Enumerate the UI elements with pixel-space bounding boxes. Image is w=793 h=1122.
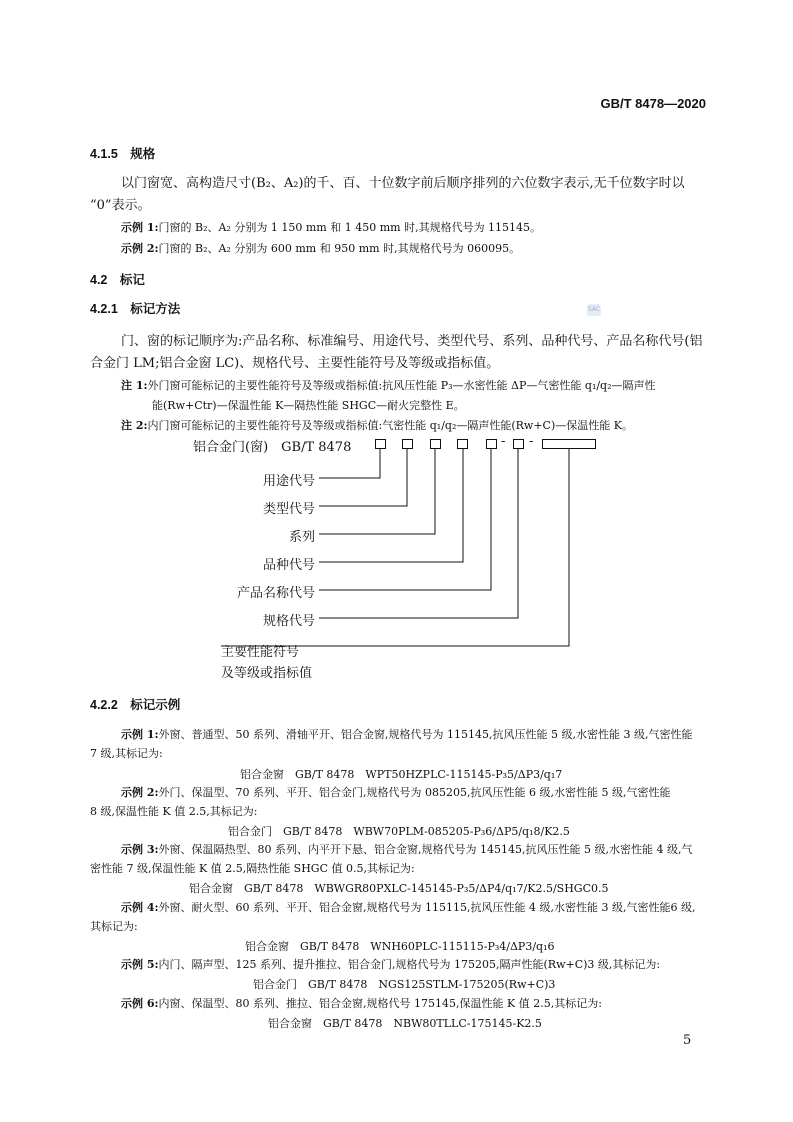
example-mark: 铝合金窗 GB/T 8478 WNH60PLC-115115-P₃4/ΔP3/q₁6	[245, 940, 555, 953]
example-mark: 铝合金门 GB/T 8478 NGS125STLM-175205(Rw+C)3	[253, 978, 556, 991]
paragraph-line: “0”表示。	[90, 198, 151, 213]
size-code-label: 规格代号	[263, 614, 316, 629]
variety-code-label: 品种代号	[263, 558, 316, 573]
watermark-logo: SAC	[587, 304, 601, 316]
example-label: 示例 3:	[121, 843, 159, 856]
example-mark: 铝合金窗 GB/T 8478 WPT50HZPLC-115145-P₃5/ΔP3/q₁7	[240, 768, 563, 781]
type-code-label: 类型代号	[263, 502, 316, 517]
paragraph-line: 门、窗的标记顺序为:产品名称、标准编号、用途代号、类型代号、系列、品种代号、产品名称代号(铝	[121, 334, 703, 349]
note-text: 内门窗可能标记的主要性能符号及等级或指标值:气密性能 q₁/q₂—隔声性能(Rw+C)—保温性能 K。	[147, 419, 633, 432]
note-line: 能(Rw+Ctr)—保温性能 K—隔热性能 SHGC—耐火完整性 E。	[152, 399, 465, 412]
leader-line	[319, 449, 380, 478]
leader-line	[319, 449, 435, 534]
example-text: 外窗、耐火型、60 系列、平开、铝合金窗,规格代号为 115115,抗风压性能 4 级,水密性能 3 级,气密性能6 级,	[158, 901, 696, 914]
example-line	[121, 899, 696, 915]
example-label: 示例 2:	[121, 786, 159, 799]
series-label: 系列	[289, 530, 316, 545]
example-line: 密性能 7 级,保温性能 K 值 2.5,隔热性能 SHGC 值 0.5,其标记为:	[90, 862, 415, 875]
section-heading-4-2: 4.2 标记	[90, 273, 145, 287]
example-line	[121, 784, 671, 800]
dash-separator: -	[529, 434, 534, 449]
example-label: 示例 6:	[121, 997, 159, 1010]
paragraph-line: 以门窗宽、高构造尺寸(B₂、A₂)的千、百、十位数字前后顺序排列的六位数字表示,无千位数字时以	[121, 176, 685, 191]
example-line	[121, 995, 602, 1011]
example-text: 内窗、保温型、80 系列、推拉、铝合金窗,规格代号 175145,保温性能 K 值 2.5,其标记为:	[158, 997, 602, 1010]
example-text: 门窗的 B₂、A₂ 分别为 1 150 mm 和 1 450 mm 时,其规格代号为 115145。	[158, 221, 542, 234]
example-label: 示例 5:	[121, 958, 159, 971]
example-line	[121, 726, 693, 742]
example-text: 外窗、普通型、50 系列、滑轴平开、铝合金窗,规格代号为 115145,抗风压性能 5 级,水密性能 3 级,气密性能	[158, 728, 693, 741]
paragraph-line: 合金门 LM;铝合金窗 LC)、规格代号、主要性能符号及等级或指标值。	[90, 356, 500, 371]
section-heading-4-2-1: 4.2.1 标记方法	[90, 302, 181, 316]
example-line: 其标记为:	[90, 920, 138, 933]
example-mark: 铝合金窗 GB/T 8478 WBWGR80PXLC-145145-P₃5/ΔP4/q₁7/K2.5/SHGC0.5	[189, 882, 609, 895]
product-name-code-label: 产品名称代号	[237, 586, 316, 601]
example-line	[121, 956, 660, 972]
example-line	[121, 841, 693, 857]
example-text: 门窗的 B₂、A₂ 分别为 600 mm 和 950 mm 时,其规格代号为 060095。	[158, 242, 521, 255]
page-number: 5	[683, 1033, 692, 1048]
dash-separator: -	[501, 434, 506, 449]
note-label: 注 1:	[121, 379, 148, 392]
section-heading-4-1-5: 4.1.5 规格	[90, 147, 156, 161]
section-heading-4-2-2: 4.2.2 标记示例	[90, 698, 181, 712]
example-text: 外门、保温型、70 系列、平开、铝合金门,规格代号为 085205,抗风压性能 6 级,水密性能 5 级,气密性能	[158, 786, 671, 799]
example-text: 内门、隔声型、125 系列、提升推拉、铝合金门,规格代号为 175205,隔声性能(Rw+C)3 级,其标记为:	[158, 958, 661, 971]
example-text: 外窗、保温隔热型、80 系列、内平开下悬、铝合金窗,规格代号为 145145,抗风压性能 5 级,水密性能 4 级,气	[158, 843, 693, 856]
note-label: 注 2:	[121, 419, 148, 432]
example-label: 示例 2:	[121, 242, 159, 255]
example-mark: 铝合金窗 GB/T 8478 NBW80TLLC-175145-K2.5	[268, 1017, 542, 1030]
example-line: 7 级,其标记为:	[90, 747, 163, 760]
performance-label: 主要性能符号	[221, 645, 300, 660]
example-line: 8 级,保温性能 K 值 2.5,其标记为:	[90, 805, 258, 818]
performance-label: 及等级或指标值	[221, 666, 313, 681]
usage-code-label: 用途代号	[263, 474, 316, 489]
example-label: 示例 1:	[121, 728, 159, 741]
example-mark: 铝合金门 GB/T 8478 WBW70PLM-085205-P₃6/ΔP5/q₁8/K2.5	[228, 825, 570, 838]
example-label: 示例 1:	[121, 221, 159, 234]
example-label: 示例 4:	[121, 901, 159, 914]
leader-line	[319, 449, 491, 590]
standard-number: GB/T 8478—2020	[600, 96, 706, 111]
marking-prefix: 铝合金门(窗) GB/T 8478	[193, 440, 352, 455]
note-text: 外门窗可能标记的主要性能符号及等级或指标值:抗风压性能 P₃—水密性能 ΔP—气密性能 q₁/q₂—隔声性	[147, 379, 656, 392]
